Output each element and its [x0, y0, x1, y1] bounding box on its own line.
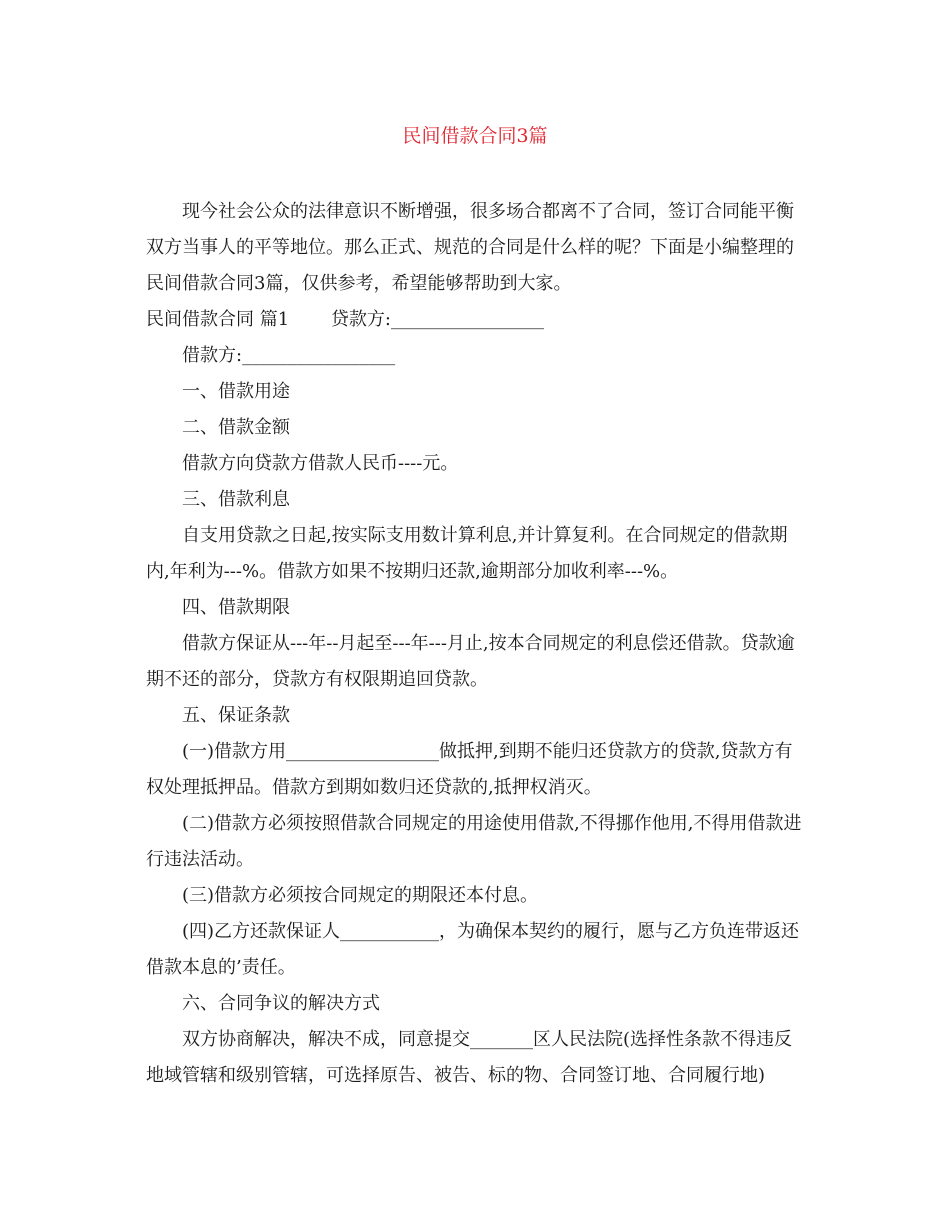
section-heading-interest: 三、借款利息: [182, 489, 290, 510]
term-clause: 借款方保证从---年--月起至---年---月止,按本合同规定的利息偿还借款。贷款逾期不还的部分，贷款方有权限期追回贷款。: [146, 633, 795, 690]
interest-clause: 自支用贷款之日起,按实际支用数计算利息,并计算复利。在合同规定的借款期内,年利为---%。借款方如果不按期归还款,逾期部分加收利率---%。: [146, 525, 788, 582]
section-heading-purpose: 一、借款用途: [182, 381, 290, 402]
contract-heading-and-lender: 民间借款合同 篇1 贷款方:_________________: [146, 309, 544, 330]
section-heading-amount: 二、借款金额: [182, 417, 290, 438]
section-heading-guarantee: 五、保证条款: [182, 705, 290, 726]
amount-clause: 借款方向贷款方借款人民币----元。: [182, 453, 459, 474]
guarantee-clause-4: (四)乙方还款保证人___________，为确保本契约的履行，愿与乙方负连带返还借款本息的’责任。: [146, 921, 800, 978]
guarantee-clause-2: (二)借款方必须按照借款合同规定的用途使用借款,不得挪作他用,不得用借款进行违法活动。: [146, 813, 802, 870]
guarantee-clause-1: (一)借款方用_________________做抵押,到期不能归还贷款方的贷款,贷款方有权处理抵押品。借款方到期如数归还贷款的,抵押权消灭。: [146, 741, 793, 798]
borrower-line: 借款方:_________________: [182, 345, 396, 366]
document-title: 民间借款合同3篇: [402, 125, 548, 147]
intro-paragraph: 现今社会公众的法律意识不断增强，很多场合都离不了合同，签订合同能平衡双方当事人的平等地位。那么正式、规范的合同是什么样的呢？下面是小编整理的民间借款合同3篇，仅供参考，希望能够帮助到大家。: [146, 201, 794, 294]
section-heading-term: 四、借款期限: [182, 597, 290, 618]
section-heading-dispute: 六、合同争议的解决方式: [182, 993, 380, 1014]
document-body: [146, 194, 806, 1094]
dispute-clause: 双方协商解决，解决不成，同意提交_______区人民法院(选择性条款不得违反地域管辖和级别管辖，可选择原告、被告、标的物、合同签订地、合同履行地): [146, 1029, 793, 1086]
guarantee-clause-3: (三)借款方必须按合同规定的期限还本付息。: [182, 885, 539, 906]
